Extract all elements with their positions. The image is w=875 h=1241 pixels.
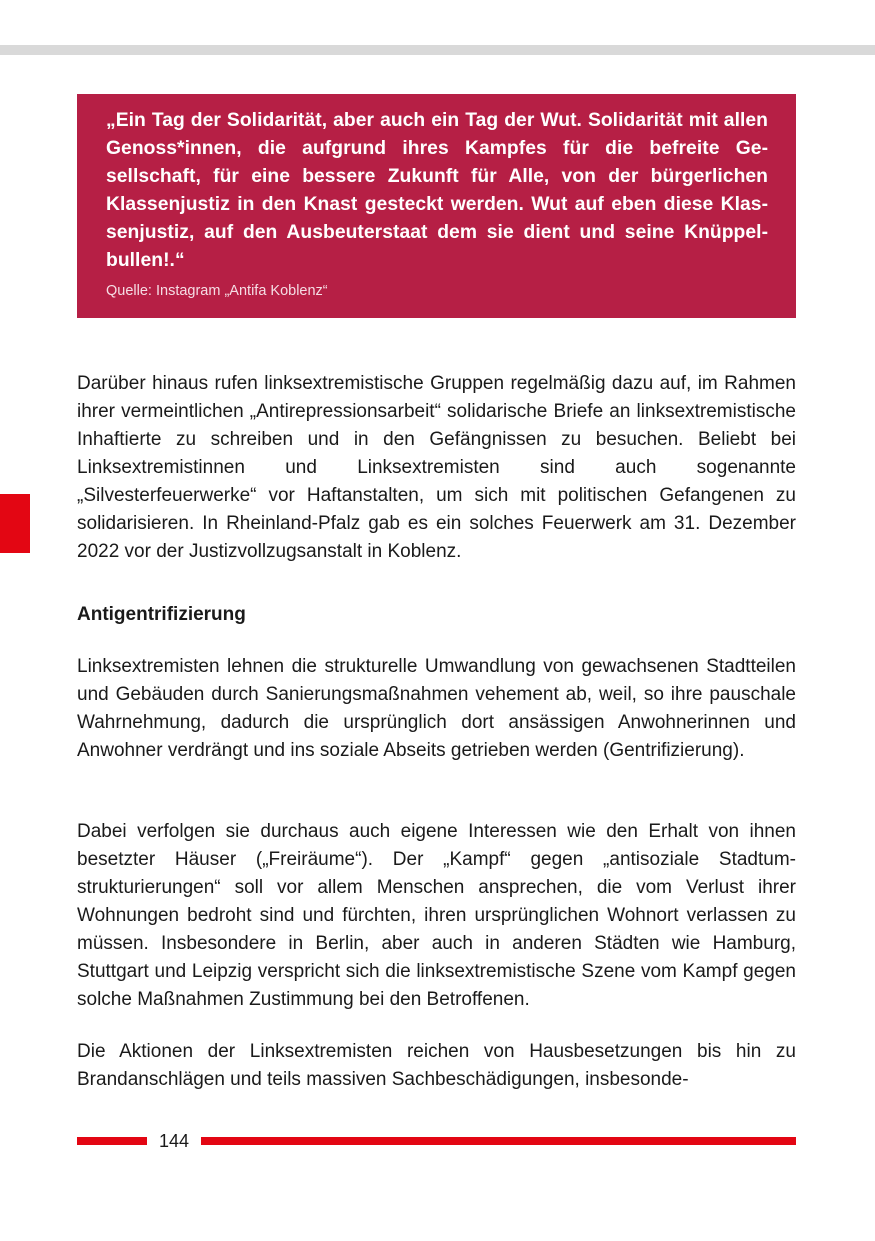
chapter-side-marker xyxy=(0,494,30,553)
footer-bar-right xyxy=(201,1137,796,1145)
paragraph-interests: Dabei verfolgen sie durchaus auch eigene Interessen wie den Erhalt von ihnen besetzter Häuser („Freiräume“). Der „Kampf“ gegen „antisoziale Stadtumstrukturierungen“ soll vor allem Menschen ansprechen, die vom Verlust ihrer Wohnungen bedroht sind und fürchten, ihren ursprünglichen Wohnort verlassen zu müssen. Insbesondere in Berlin, aber auch in anderen Städten wie Hamburg, Stuttgart und Leipzig verspricht sich die linksextremistische Szene vom Kampf gegen solche Maßnahmen Zustimmung bei den Betroffenen. xyxy=(77,821,796,1010)
paragraph-actions: Die Aktionen der Linksextremisten reichen von Hausbesetzungen bis hin zu Brandanschlägen und teils massiven Sachbeschädigungen, insbesonde- xyxy=(77,1041,796,1090)
section-heading: Antigentrifizierung xyxy=(77,604,246,625)
quote-box xyxy=(77,94,796,318)
paragraph-gentrification-intro: Linksextremisten lehnen die strukturelle Umwandlung von gewachsenen Stadtteilen und Gebäuden durch Sanierungsmaßnahmen vehement ab, weil, so ihre pauschale Wahrnehmung, dadurch die ursprünglich dort ansässigen Anwohnerinnen und Anwohner verdrängt und ins soziale Abseits getrieben werden (Gentrifizierung). xyxy=(77,656,796,761)
page-footer xyxy=(77,1128,796,1154)
quote-source: Quelle: Instagram „Antifa Koblenz“ xyxy=(106,283,328,299)
top-rule xyxy=(0,45,875,55)
footer-bar-left xyxy=(77,1137,147,1145)
quote-text: „Ein Tag der Solidarität, aber auch ein Tag der Wut. Solidarität mit allen Genoss*innen, die aufgrund ihres Kampfes für die befreite Gesellschaft, für eine bessere Zukunft für Alle, von der bürgerlichen Klassenjustiz in den Knast gesteckt werden. Wut auf eben diese Klassenjustiz, auf den Ausbeuterstaat dem sie dient und seine Knüppelbullen!.“ xyxy=(106,110,768,271)
page-number: 144 xyxy=(158,1131,190,1151)
paragraph-antirepression: Darüber hinaus rufen linksextremistische Gruppen regelmäßig dazu auf, im Rahmen ihrer vermeintlichen „Antirepressionsarbeit“ solidarische Briefe an linksextremistische Inhaftierte zu schreiben und in den Gefängnissen zu besuchen. Beliebt bei Linksextremistinnen und Linksextremisten sind auch sogenannte „Silvesterfeuerwerke“ vor Haftanstalten, um sich mit politischen Gefangenen zu solidarisieren. In Rheinland-Pfalz gab es ein solches Feuerwerk am 31. Dezember 2022 vor der Justizvollzugsanstalt in Koblenz. xyxy=(77,373,796,562)
